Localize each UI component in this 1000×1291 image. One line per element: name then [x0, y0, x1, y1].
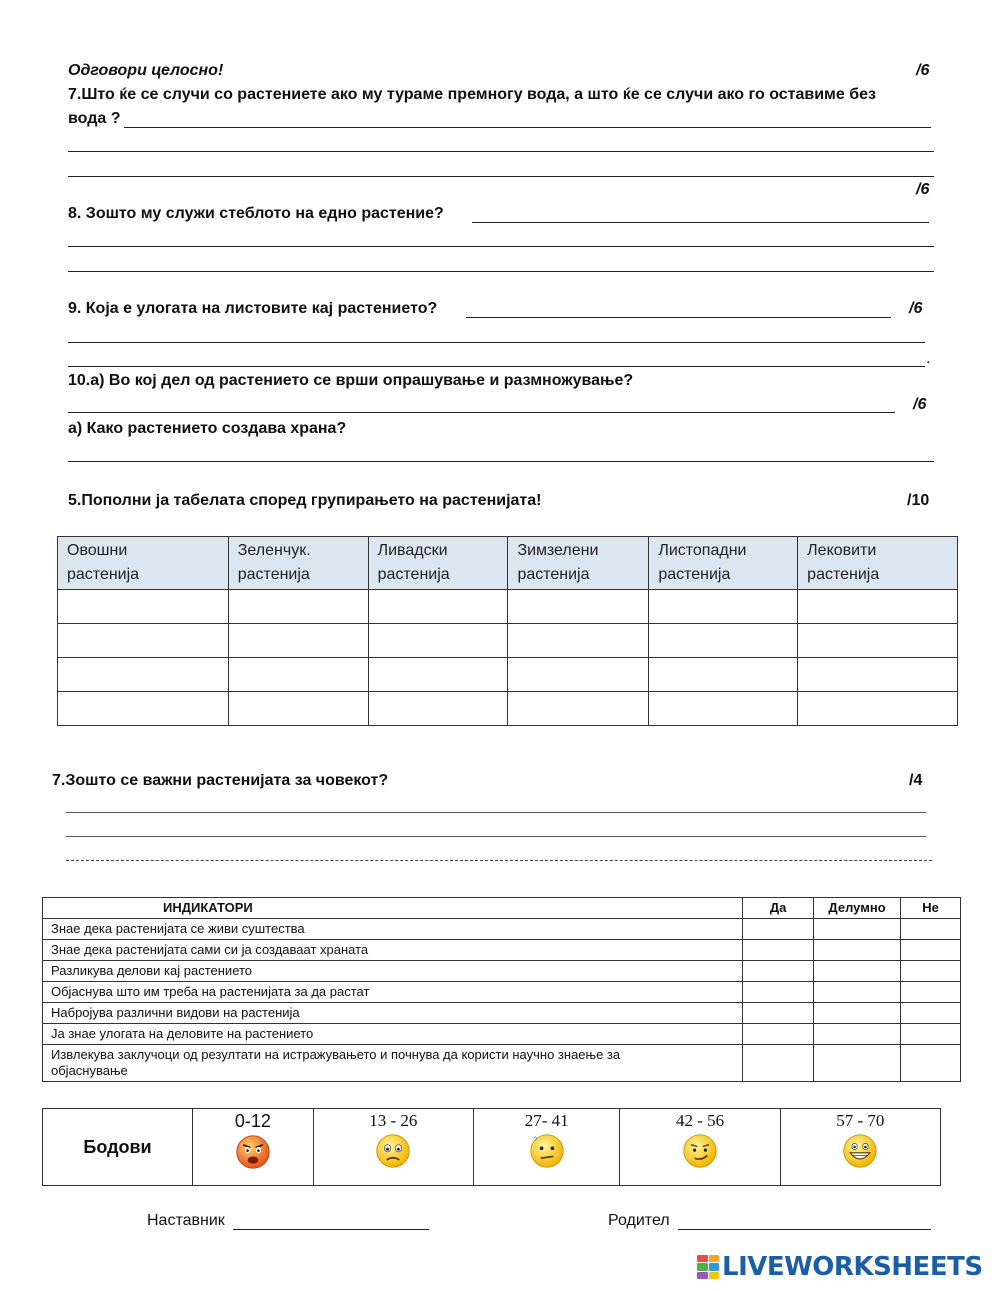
check-cell[interactable]	[901, 982, 961, 1003]
q9-answer-line[interactable]	[466, 317, 891, 318]
table-row	[43, 940, 961, 961]
header-vegetable-plants: Зеленчук. растенија	[228, 537, 368, 590]
q9-answer-line[interactable]	[68, 342, 925, 343]
header-deciduous-plants: Листопадни растенија	[649, 537, 798, 590]
check-cell[interactable]	[901, 961, 961, 982]
answer-cell[interactable]	[368, 658, 508, 692]
q7-answer-line[interactable]	[68, 151, 934, 152]
table-row	[43, 1045, 961, 1082]
q5-question: 5.Пополни ја табелата според групирањето на растенијата!	[68, 492, 542, 509]
worried-face-icon	[375, 1133, 411, 1169]
table-row	[43, 1109, 941, 1186]
table-row	[58, 624, 958, 658]
table-row	[58, 658, 958, 692]
check-cell[interactable]	[901, 1003, 961, 1024]
grinning-face-icon	[842, 1133, 878, 1169]
answer-cell[interactable]	[798, 692, 958, 726]
indicator-text: Набројува различни видови на растенија	[43, 1003, 743, 1024]
check-cell[interactable]	[901, 1045, 961, 1082]
q9-end-dot: .	[926, 350, 931, 367]
answer-cell[interactable]	[58, 692, 229, 726]
indicator-text: Знае дека растенијата сами си ја создаваат храната	[43, 940, 743, 961]
parent-signature-label: Родител	[608, 1212, 670, 1229]
check-cell[interactable]	[743, 919, 814, 940]
q8-points: /6	[916, 181, 930, 198]
teacher-signature-label: Наставник	[147, 1212, 225, 1229]
plant-grouping-table	[57, 536, 958, 726]
answer-cell[interactable]	[228, 692, 368, 726]
q10-points: /6	[913, 396, 927, 413]
answer-cell[interactable]	[508, 624, 649, 658]
answer-cell[interactable]	[649, 624, 798, 658]
q10-answer-line[interactable]	[68, 412, 895, 413]
indicator-text: Објаснува што им треба на растенијата за да растат	[43, 982, 743, 1003]
answer-cell[interactable]	[58, 590, 229, 624]
table-row	[58, 590, 958, 624]
score-range: 42 - 56	[675, 1111, 725, 1130]
answer-cell[interactable]	[228, 590, 368, 624]
table-header-row	[43, 898, 961, 919]
confused-face-icon	[529, 1133, 565, 1169]
answer-cell[interactable]	[798, 658, 958, 692]
score-cell-0-12	[193, 1109, 314, 1186]
indicator-text: Разликува делови кај растението	[43, 961, 743, 982]
check-cell[interactable]	[743, 940, 814, 961]
check-cell[interactable]	[901, 919, 961, 940]
check-cell[interactable]	[743, 1045, 814, 1082]
q5-points: /10	[907, 492, 930, 509]
answer-cell[interactable]	[798, 624, 958, 658]
check-cell[interactable]	[901, 1024, 961, 1045]
check-cell[interactable]	[901, 940, 961, 961]
header-partially: Делумно	[814, 898, 901, 919]
q8-answer-line[interactable]	[68, 246, 934, 247]
table-row	[58, 692, 958, 726]
check-cell[interactable]	[814, 961, 901, 982]
answer-cell[interactable]	[368, 692, 508, 726]
q9-answer-line[interactable]	[68, 366, 925, 367]
q7b-answer-line[interactable]	[66, 812, 926, 813]
header-indicators: ИНДИКАТОРИ	[43, 898, 743, 919]
table-row	[43, 982, 961, 1003]
answer-cell[interactable]	[368, 590, 508, 624]
answer-cell[interactable]	[228, 624, 368, 658]
q7-points: /6	[916, 62, 930, 79]
check-cell[interactable]	[743, 982, 814, 1003]
score-cell-13-26	[313, 1109, 473, 1186]
q8-answer-line[interactable]	[68, 271, 934, 272]
logo-blocks-icon	[697, 1255, 719, 1279]
q7-question-line2: вода ?	[68, 110, 121, 127]
q7b-answer-line[interactable]	[66, 836, 926, 837]
answer-cell[interactable]	[368, 624, 508, 658]
check-cell[interactable]	[743, 1024, 814, 1045]
score-cell-42-56	[620, 1109, 780, 1186]
indicator-text: Знае дека растенијата се живи суштества	[43, 919, 743, 940]
header-fruit-plants: Овошни растенија	[58, 537, 229, 590]
check-cell[interactable]	[743, 1003, 814, 1024]
q7b-question: 7.Зошто се важни растенијата за човекот?	[52, 772, 389, 789]
check-cell[interactable]	[743, 961, 814, 982]
q9-points: /6	[909, 300, 923, 317]
q10-question-part2: а) Како растението создава храна?	[68, 420, 347, 437]
check-cell[interactable]	[814, 982, 901, 1003]
check-cell[interactable]	[814, 919, 901, 940]
answer-cell[interactable]	[649, 590, 798, 624]
answer-cell[interactable]	[508, 590, 649, 624]
q10-answer-line[interactable]	[68, 461, 934, 462]
table-row	[43, 919, 961, 940]
table-row	[43, 1024, 961, 1045]
q8-answer-line[interactable]	[472, 222, 929, 223]
indicator-text: Извлекува заклучоци од резултати на истражувањето и почнува да користи научно знаење за објаснување	[43, 1045, 743, 1082]
q9-question: 9. Која е улогата на листовите кај растението?	[68, 300, 438, 317]
answer-cell[interactable]	[508, 658, 649, 692]
teacher-signature-line[interactable]	[233, 1229, 429, 1230]
angry-face-icon	[235, 1134, 271, 1170]
check-cell[interactable]	[814, 1024, 901, 1045]
parent-signature-line[interactable]	[678, 1229, 931, 1230]
q7-answer-line[interactable]	[68, 176, 934, 177]
q7-answer-line[interactable]	[124, 127, 931, 128]
smirk-face-icon	[682, 1133, 718, 1169]
liveworksheets-logo	[697, 1252, 983, 1282]
instruction-heading: Одговори целосно!	[68, 62, 224, 79]
answer-cell[interactable]	[58, 624, 229, 658]
score-range: 13 - 26	[369, 1111, 418, 1130]
answer-cell[interactable]	[508, 692, 649, 726]
indicator-text: Ја знае улогата на деловите на растението	[43, 1024, 743, 1045]
header-meadow-plants: Ливадски растенија	[368, 537, 508, 590]
q8-question: 8. Зошто му служи стеблото на едно растение?	[68, 205, 444, 222]
check-cell[interactable]	[814, 1003, 901, 1024]
score-range: 57 - 70	[836, 1111, 885, 1130]
answer-cell[interactable]	[228, 658, 368, 692]
header-yes: Да	[743, 898, 814, 919]
table-row	[43, 961, 961, 982]
q10-question-part1: 10.а) Во кој дел од растението се врши опрашување и размножување?	[68, 372, 634, 389]
check-cell[interactable]	[814, 940, 901, 961]
header-no: Не	[901, 898, 961, 919]
answer-cell[interactable]	[649, 692, 798, 726]
table-row	[43, 1003, 961, 1024]
score-range: 0-12	[234, 1111, 271, 1131]
score-cell-27-41	[473, 1109, 619, 1186]
q7b-points: /4	[909, 772, 923, 789]
q7b-answer-line[interactable]	[66, 860, 932, 861]
table-header-row	[58, 537, 958, 590]
header-evergreen-plants: Зимзелени растенија	[508, 537, 649, 590]
logo-text: LIVEWORKSHEETS	[722, 1252, 983, 1282]
score-range: 27- 41	[524, 1111, 569, 1130]
header-medicinal-plants: Лековити растенија	[798, 537, 958, 590]
indicators-table	[42, 897, 961, 1082]
check-cell[interactable]	[814, 1045, 901, 1082]
q7-question-line1: 7.Што ќе се случи со растениете ако му тураме премногу вода, а што ќе се случи ако го оставиме без	[68, 86, 876, 103]
score-cell-57-70	[780, 1109, 940, 1186]
answer-cell[interactable]	[798, 590, 958, 624]
score-table	[42, 1108, 941, 1186]
answer-cell[interactable]	[58, 658, 229, 692]
score-label: Бодови	[43, 1109, 193, 1186]
answer-cell[interactable]	[649, 658, 798, 692]
